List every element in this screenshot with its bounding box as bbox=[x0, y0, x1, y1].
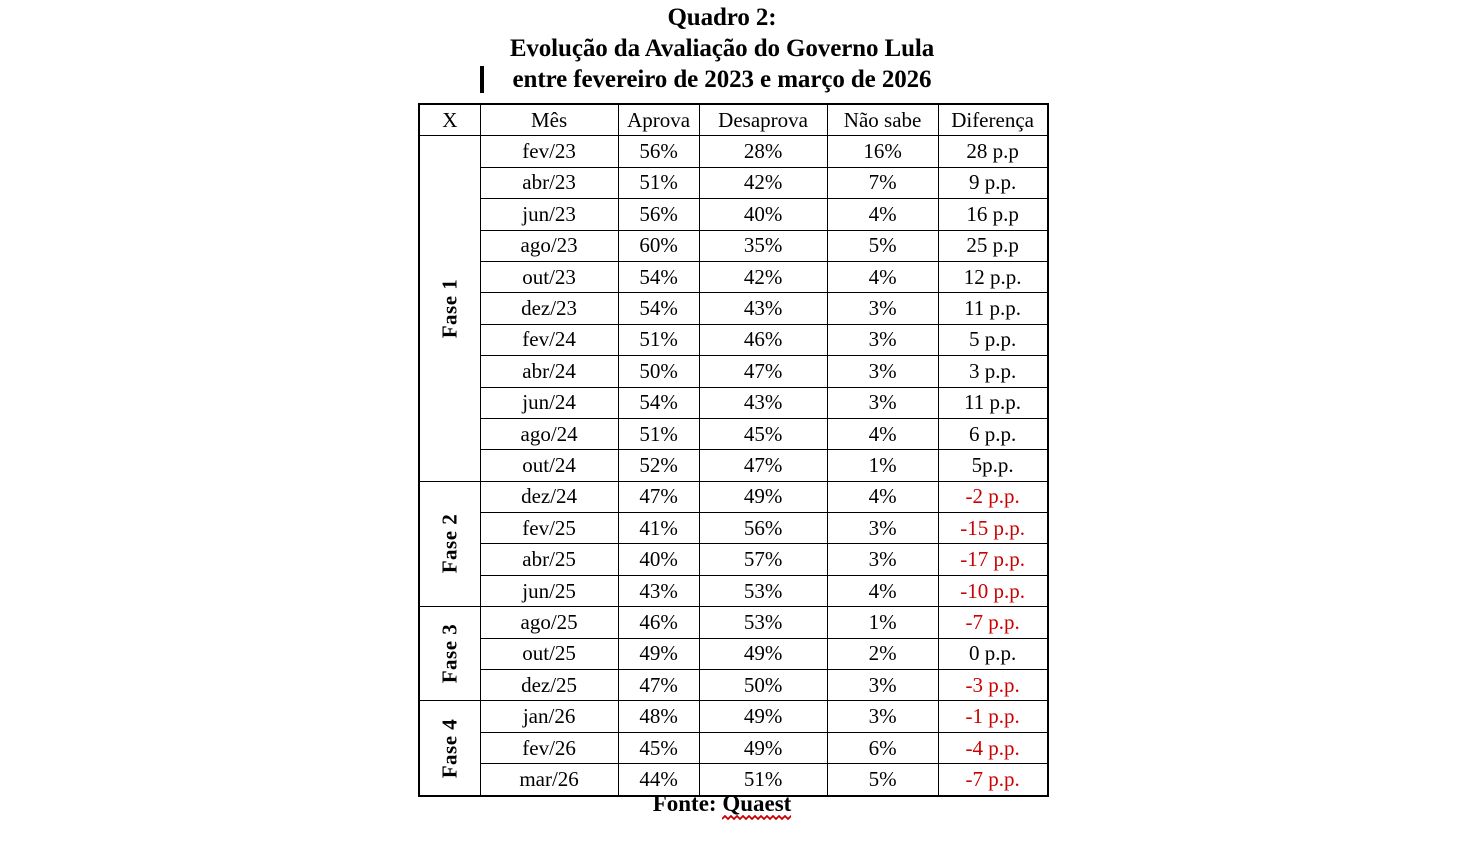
spellcheck-squiggle-icon bbox=[722, 815, 791, 820]
cell-month: fev/23 bbox=[480, 136, 618, 167]
cell-disapprove: 45% bbox=[699, 418, 827, 449]
cell-difference: 6 p.p. bbox=[938, 418, 1048, 449]
cell-disapprove: 53% bbox=[699, 575, 827, 606]
cell-dont-know: 3% bbox=[827, 293, 938, 324]
cell-dont-know: 4% bbox=[827, 575, 938, 606]
table-row bbox=[419, 136, 1048, 167]
cell-month: abr/25 bbox=[480, 544, 618, 575]
page-title bbox=[418, 2, 1026, 95]
table-row bbox=[419, 418, 1048, 449]
cell-disapprove: 49% bbox=[699, 638, 827, 669]
cell-dont-know: 3% bbox=[827, 324, 938, 355]
column-header-approve: Aprova bbox=[618, 104, 699, 136]
table-row bbox=[419, 638, 1048, 669]
cell-month: jun/25 bbox=[480, 575, 618, 606]
cell-approve: 50% bbox=[618, 356, 699, 387]
table-row bbox=[419, 544, 1048, 575]
cell-dont-know: 1% bbox=[827, 450, 938, 481]
cell-difference: 28 p.p bbox=[938, 136, 1048, 167]
cell-approve: 45% bbox=[618, 732, 699, 763]
cell-approve: 54% bbox=[618, 261, 699, 292]
column-header-month: Mês bbox=[480, 104, 618, 136]
table-row bbox=[419, 356, 1048, 387]
cell-disapprove: 51% bbox=[699, 764, 827, 796]
cell-month: jun/23 bbox=[480, 199, 618, 230]
cell-month: fev/26 bbox=[480, 732, 618, 763]
cell-dont-know: 3% bbox=[827, 701, 938, 732]
cell-dont-know: 4% bbox=[827, 199, 938, 230]
phase-label-text: Fase 3 bbox=[437, 624, 462, 684]
cell-month: ago/25 bbox=[480, 607, 618, 638]
cell-approve: 51% bbox=[618, 418, 699, 449]
cell-approve: 51% bbox=[618, 324, 699, 355]
cell-difference: 12 p.p. bbox=[938, 261, 1048, 292]
cell-approve: 52% bbox=[618, 450, 699, 481]
cell-approve: 56% bbox=[618, 136, 699, 167]
cell-month: ago/24 bbox=[480, 418, 618, 449]
cell-approve: 41% bbox=[618, 513, 699, 544]
cell-dont-know: 5% bbox=[827, 764, 938, 796]
table-row bbox=[419, 324, 1048, 355]
title-line-subject: Evolução da Avaliação do Governo Lula bbox=[509, 35, 935, 62]
table-body bbox=[419, 136, 1048, 796]
cell-difference: 25 p.p bbox=[938, 230, 1048, 261]
table-header bbox=[419, 104, 1048, 136]
evaluation-table bbox=[418, 103, 1049, 797]
cell-month: out/25 bbox=[480, 638, 618, 669]
cell-disapprove: 56% bbox=[699, 513, 827, 544]
table-row bbox=[419, 199, 1048, 230]
cell-approve: 54% bbox=[618, 293, 699, 324]
table-row bbox=[419, 387, 1048, 418]
cell-disapprove: 42% bbox=[699, 167, 827, 198]
cell-month: abr/23 bbox=[480, 167, 618, 198]
cell-dont-know: 3% bbox=[827, 670, 938, 701]
cell-difference: -3 p.p. bbox=[938, 670, 1048, 701]
cell-difference: -4 p.p. bbox=[938, 732, 1048, 763]
cell-month: out/23 bbox=[480, 261, 618, 292]
table-row bbox=[419, 293, 1048, 324]
cell-approve: 48% bbox=[618, 701, 699, 732]
cell-dont-know: 5% bbox=[827, 230, 938, 261]
title-line-period bbox=[418, 64, 1026, 95]
column-header-difference: Diferença bbox=[938, 104, 1048, 136]
cell-approve: 51% bbox=[618, 167, 699, 198]
cell-dont-know: 3% bbox=[827, 544, 938, 575]
table-row bbox=[419, 575, 1048, 606]
cell-difference: -7 p.p. bbox=[938, 764, 1048, 796]
cell-difference: 5p.p. bbox=[938, 450, 1048, 481]
cell-disapprove: 50% bbox=[699, 670, 827, 701]
table-row bbox=[419, 607, 1048, 638]
cell-difference: 11 p.p. bbox=[938, 293, 1048, 324]
cell-month: jun/24 bbox=[480, 387, 618, 418]
cell-month: mar/26 bbox=[480, 764, 618, 796]
table-row bbox=[419, 732, 1048, 763]
table-row bbox=[419, 261, 1048, 292]
table-row bbox=[419, 670, 1048, 701]
cell-disapprove: 42% bbox=[699, 261, 827, 292]
cell-difference: -2 p.p. bbox=[938, 481, 1048, 512]
column-header-disapprove: Desaprova bbox=[699, 104, 827, 136]
cell-difference: -15 p.p. bbox=[938, 513, 1048, 544]
phase-label-text: Fase 1 bbox=[437, 278, 462, 339]
cell-difference: -17 p.p. bbox=[938, 544, 1048, 575]
cell-difference: -7 p.p. bbox=[938, 607, 1048, 638]
cell-dont-know: 6% bbox=[827, 732, 938, 763]
cell-difference: 5 p.p. bbox=[938, 324, 1048, 355]
cell-month: dez/23 bbox=[480, 293, 618, 324]
cell-dont-know: 7% bbox=[827, 167, 938, 198]
table-source-footer bbox=[418, 791, 1026, 817]
cell-approve: 47% bbox=[618, 481, 699, 512]
table-row bbox=[419, 513, 1048, 544]
cell-disapprove: 28% bbox=[699, 136, 827, 167]
cell-dont-know: 4% bbox=[827, 418, 938, 449]
cell-approve: 43% bbox=[618, 575, 699, 606]
column-header-dont-know: Não sabe bbox=[827, 104, 938, 136]
cell-disapprove: 47% bbox=[699, 356, 827, 387]
cell-disapprove: 49% bbox=[699, 481, 827, 512]
cell-dont-know: 2% bbox=[827, 638, 938, 669]
cell-disapprove: 43% bbox=[699, 387, 827, 418]
cell-disapprove: 46% bbox=[699, 324, 827, 355]
table-row bbox=[419, 230, 1048, 261]
cell-disapprove: 40% bbox=[699, 199, 827, 230]
table-header-row bbox=[419, 104, 1048, 136]
cell-month: abr/24 bbox=[480, 356, 618, 387]
cell-difference: 3 p.p. bbox=[938, 356, 1048, 387]
cell-month: dez/25 bbox=[480, 670, 618, 701]
phase-group-label-2 bbox=[419, 481, 480, 607]
table-row bbox=[419, 450, 1048, 481]
cell-dont-know: 3% bbox=[827, 356, 938, 387]
cell-month: ago/23 bbox=[480, 230, 618, 261]
cell-approve: 40% bbox=[618, 544, 699, 575]
cell-month: out/24 bbox=[480, 450, 618, 481]
cell-disapprove: 57% bbox=[699, 544, 827, 575]
cell-disapprove: 49% bbox=[699, 701, 827, 732]
cell-approve: 47% bbox=[618, 670, 699, 701]
cell-approve: 49% bbox=[618, 638, 699, 669]
cell-dont-know: 16% bbox=[827, 136, 938, 167]
cell-disapprove: 53% bbox=[699, 607, 827, 638]
cell-month: fev/24 bbox=[480, 324, 618, 355]
table-row bbox=[419, 481, 1048, 512]
source-label: Fonte: bbox=[652, 791, 723, 816]
phase-group-label-3 bbox=[419, 607, 480, 701]
source-name bbox=[722, 791, 791, 817]
cell-month: fev/25 bbox=[480, 513, 618, 544]
column-header-phase: X bbox=[419, 104, 480, 136]
cell-approve: 60% bbox=[618, 230, 699, 261]
source-name-text: Quaest bbox=[722, 791, 792, 816]
table-row bbox=[419, 167, 1048, 198]
cell-difference: 9 p.p. bbox=[938, 167, 1048, 198]
cell-dont-know: 3% bbox=[827, 513, 938, 544]
cell-difference: 0 p.p. bbox=[938, 638, 1048, 669]
phase-group-label-1 bbox=[419, 136, 480, 481]
cell-disapprove: 47% bbox=[699, 450, 827, 481]
cell-difference: -10 p.p. bbox=[938, 575, 1048, 606]
cell-difference: 11 p.p. bbox=[938, 387, 1048, 418]
cell-difference: -1 p.p. bbox=[938, 701, 1048, 732]
cell-month: dez/24 bbox=[480, 481, 618, 512]
text-cursor-caret bbox=[480, 66, 484, 93]
cell-disapprove: 49% bbox=[699, 732, 827, 763]
phase-label-text: Fase 2 bbox=[437, 514, 462, 574]
title-line-quadro: Quadro 2: bbox=[667, 4, 777, 31]
cell-dont-know: 3% bbox=[827, 387, 938, 418]
table-row bbox=[419, 701, 1048, 732]
cell-dont-know: 4% bbox=[827, 261, 938, 292]
cell-disapprove: 35% bbox=[699, 230, 827, 261]
cell-difference: 16 p.p bbox=[938, 199, 1048, 230]
cell-dont-know: 4% bbox=[827, 481, 938, 512]
cell-approve: 46% bbox=[618, 607, 699, 638]
cell-disapprove: 43% bbox=[699, 293, 827, 324]
cell-approve: 44% bbox=[618, 764, 699, 796]
phase-group-label-4 bbox=[419, 701, 480, 796]
cell-month: jan/26 bbox=[480, 701, 618, 732]
phase-label-text: Fase 4 bbox=[437, 718, 462, 778]
cell-approve: 54% bbox=[618, 387, 699, 418]
title-line-period-text: entre fevereiro de 2023 e março de 2026 bbox=[512, 66, 932, 93]
cell-dont-know: 1% bbox=[827, 607, 938, 638]
cell-approve: 56% bbox=[618, 199, 699, 230]
